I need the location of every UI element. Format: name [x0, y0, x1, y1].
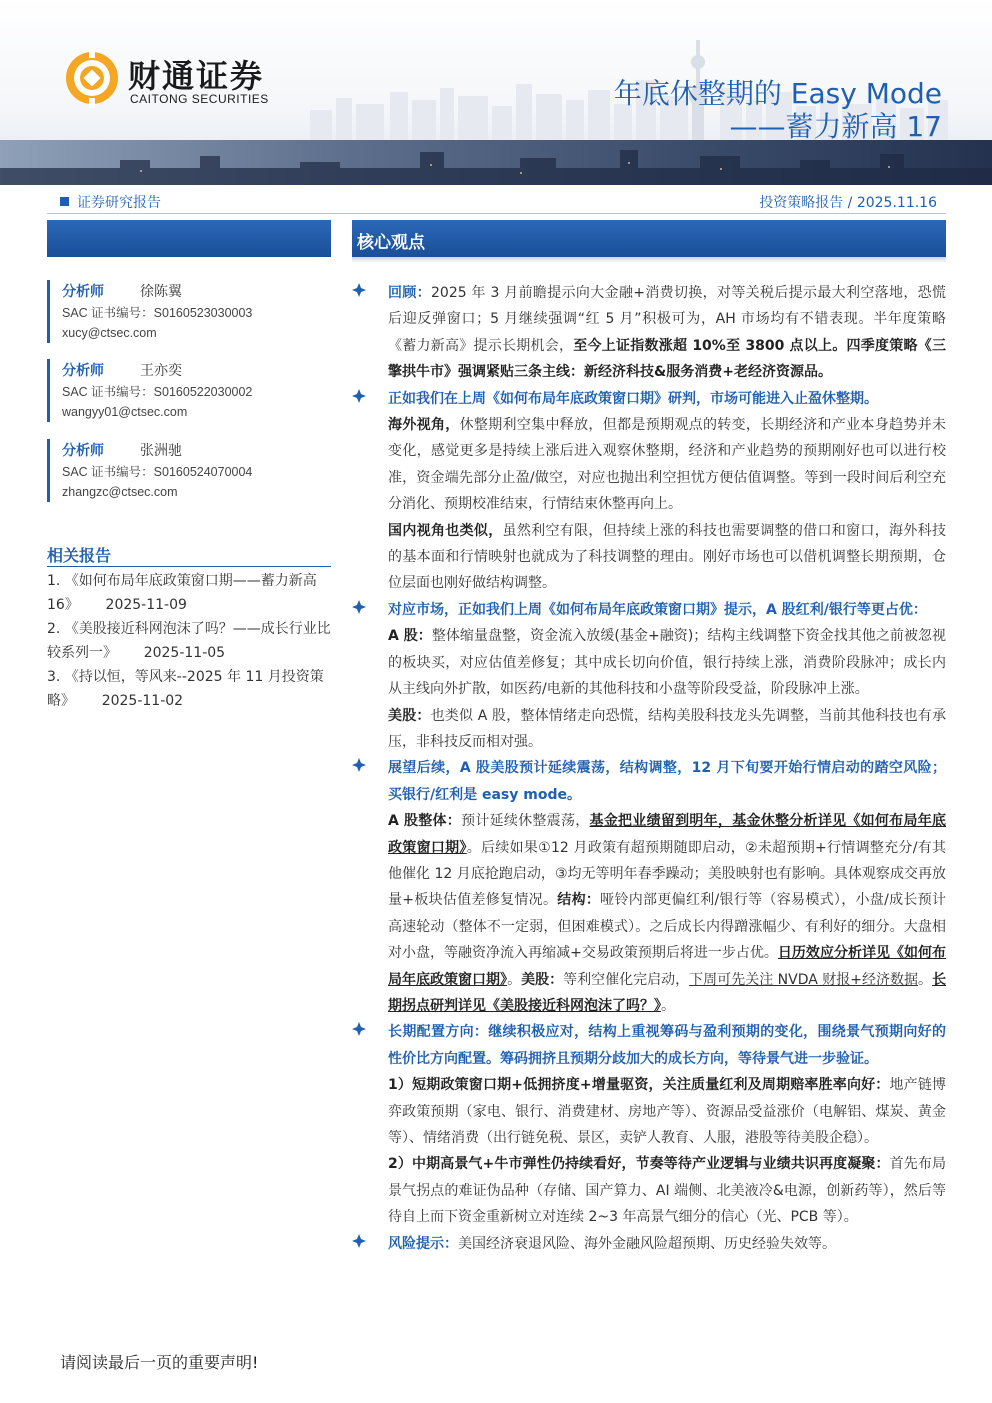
- bullet-heading: 展望后续，A 股美股预计延续震荡，结构调整，12 月下旬要开始行情启动的踏空风险；买银行/红利是 easy mode。: [388, 760, 946, 803]
- paragraph-link[interactable]: 日历效应分析详见《如何布局年底政策窗口期》: [388, 945, 946, 988]
- paragraph-text: 整体缩量盘整，资金流入放缓(基金+融资)；结构主线调整下资金找其他之前被忽视的板块买，对应估值差修复；其中成长切向价值，银行持续上涨，消费阶段脉冲；成长内从主线向外扩散，如医药/电新的其他科技和小盘等阶段受益，阶段脉冲上涨。: [388, 628, 946, 698]
- list-item[interactable]: [47, 617, 337, 665]
- paragraph-text: 2025 年 3 月前瞻提示向大金融+消费切换，对等关税后提示最大利空落地，恐慌后迎反弹窗口；5 月继续强调“红 5 月”积极可为，AH 市场均有不错表现。半年度策略《蓄力新高》提示长期机会，: [388, 285, 947, 354]
- paragraph-text: 美国经济衰退风险、海外金融风险超预期、历史经验失效等。: [458, 1235, 836, 1252]
- paragraph-bold: 美股：: [521, 971, 564, 988]
- paragraph-text: 。后续如果①12 月政策有超预期随即启动，②未超预期+行情调整充分/有其他催化 12 月底抢跑启动，③均无等明年春季躁动；美股映射也有影响。具体观察成交再放量+板块估值差修复情况。: [388, 839, 947, 909]
- related-report-title: 3. 《持以恒，等风来--2025 年 11 月投资策略》: [47, 669, 324, 709]
- analyst-sac: SAC 证书编号：S0160522030002: [62, 385, 253, 399]
- bullet-risk: [352, 1231, 946, 1257]
- analyst-email[interactable]: xucy@ctsec.com: [62, 326, 157, 340]
- diamond-bullet-icon: [352, 600, 366, 614]
- related-reports-list: [47, 569, 337, 713]
- divider: [47, 566, 331, 567]
- paragraph-text: 虽然利空有限，但持续上涨的科技也需要调整的借口和窗口，海外科技的基本面和行情映射也就成为了科技调整的理由。刚好市场也可以借机调整长期预期，仓位层面也刚好做结构调整。: [388, 522, 947, 592]
- paragraph-bold: 2）中期高景气+牛市弹性仍持续看好，节奏等待产业逻辑与业绩共识再度凝聚：: [388, 1156, 890, 1173]
- diamond-bullet-icon: [352, 389, 366, 403]
- analyst-card: [47, 439, 331, 502]
- paragraph-text: 哑铃内部更偏红利/银行等（容易模式），小盘/成长预计高速轮动（整体不一定弱，但困难模式）。之后成长内得蹭涨幅少、有利好的细分。大盘相对小盘，等融资净流入再缩减+交易政策预期后将进一步占优。: [388, 892, 946, 962]
- analyst-name: 王亦奕: [140, 363, 182, 379]
- related-report-date: 2025-11-02: [101, 693, 184, 709]
- paragraph-link[interactable]: 下周可先关注 NVDA 财报+经济数据: [689, 971, 919, 988]
- bullet-label: 回顾：: [388, 285, 432, 301]
- analyst-role: 分析师: [62, 443, 104, 459]
- paragraph-bold: 结构：: [557, 892, 601, 909]
- bullet-label: 风险提示：: [388, 1235, 458, 1252]
- bullet-heading: 长期配置方向：继续积极应对，结构上重视筹码与盈利预期的变化，围绕景气预期向好的性价比方向配置。筹码拥挤且预期分歧加大的成长方向，等待景气进一步验证。: [388, 1024, 946, 1067]
- diamond-bullet-icon: [352, 283, 366, 297]
- analyst-card: [47, 280, 331, 343]
- square-bullet-icon: [60, 197, 69, 206]
- analyst-name: 徐陈翼: [140, 284, 182, 300]
- analyst-sac: SAC 证书编号：S0160524070004: [62, 465, 253, 479]
- paragraph-text: 首先布局景气拐点的难证伪品种（存储、国产算力、AI 端侧、北美液冷&电源，创新药等），然后等待自上而下资金重新树立对连续 2~3 年高景气细分的信心（光、PCB 等）。: [388, 1156, 946, 1226]
- related-report-date: 2025-11-09: [105, 597, 187, 613]
- diamond-bullet-icon: [352, 1234, 366, 1248]
- paragraph-text: 。: [507, 971, 522, 988]
- bullet-heading: 对应市场，正如我们上周《如何布局年底政策窗口期》提示，A 股红利/银行等更占优：: [388, 601, 927, 618]
- core-view-title: 核心观点: [357, 233, 425, 253]
- paragraph-link[interactable]: 长期拐点研判详见《美股接近科网泡沫了吗？》: [388, 971, 947, 1014]
- city-strip: [0, 140, 992, 185]
- diamond-bullet-icon: [352, 758, 366, 772]
- report-type-date: 投资策略报告 / 2025.11.16: [759, 195, 937, 211]
- paragraph-bold: 国内视角也类似，: [388, 522, 503, 539]
- bullet-review: [352, 280, 946, 386]
- report-category: [60, 192, 161, 212]
- logo-text-en: CAITONG SECURITIES: [130, 92, 269, 106]
- paragraph-bold: A 股整体：: [388, 813, 462, 830]
- paragraph-text: 等利空催化完启动，: [563, 971, 690, 988]
- related-reports-title: 相关报告: [47, 546, 112, 565]
- paragraph-bold: 美股：: [388, 707, 431, 724]
- logo-mark-icon: [62, 48, 122, 108]
- logo-text-cn: 财通证券: [128, 57, 265, 95]
- list-item[interactable]: [47, 569, 337, 617]
- paragraph-text: 。: [661, 997, 675, 1014]
- paragraph-text: 地产链博弈政策预期（家电、银行、消费建材、房地产等）、资源品受益涨价（电解铝、煤炭、黄金等）、情绪消费（出行链免税、景区，卖铲人教育、人服，港股等待美股企稳）。: [388, 1077, 947, 1146]
- paragraph-bold: 至今上证指数涨超 10%至 3800 点以上。四季度策略《三擎拱牛市》强调紧贴三条主线：新经济科技&服务消费+老经济资源品。: [388, 337, 946, 381]
- report-subtitle: ——蓄力新高 17: [729, 110, 942, 143]
- related-report-title: 2. 《美股接近科网泡沫了吗？——成长行业比较系列一》: [47, 621, 331, 661]
- related-report-date: 2025-11-05: [143, 645, 226, 661]
- paragraph-text: 预计延续休整震荡，: [461, 813, 590, 830]
- related-report-title: 1. 《如何布局年底政策窗口期——蓄力新高 16》: [47, 573, 317, 613]
- company-logo: [62, 45, 302, 115]
- paragraph-text: 也类似 A 股，整体情绪走向恐慌，结构美股科技龙头先调整，当前其他科技也有承压，非科技反而相对强。: [388, 707, 946, 750]
- core-view-content: [352, 280, 946, 1257]
- analyst-email[interactable]: zhangzc@ctsec.com: [62, 485, 178, 499]
- footer-disclaimer: 请阅读最后一页的重要声明!: [60, 1353, 259, 1372]
- analyst-sac: SAC 证书编号：S0160523030003: [62, 306, 253, 320]
- bullet-outlook: [352, 386, 946, 597]
- bullet-allocation: [352, 1019, 946, 1230]
- analyst-role: 分析师: [62, 363, 104, 379]
- bullet-heading: 正如我们在上周《如何布局年底政策窗口期》研判，市场可能进入止盈休整期。: [388, 390, 878, 407]
- paragraph-bold: 1）短期政策窗口期+低拥挤度+增量驱资，关注质量红利及周期赔率胜率向好：: [388, 1077, 890, 1094]
- analyst-role: 分析师: [62, 284, 104, 300]
- sidebar-header-bar: [47, 220, 331, 257]
- analyst-email[interactable]: wangyy01@ctsec.com: [62, 405, 188, 419]
- report-title: 年底休整期的 Easy Mode: [613, 77, 942, 110]
- paragraph-link[interactable]: 基金把业绩留到明年，基金休整分析详见《如何布局年底政策窗口期》: [388, 813, 946, 856]
- list-item[interactable]: [47, 665, 337, 713]
- paragraph-text: 。: [918, 971, 933, 988]
- analyst-name: 张洲驰: [140, 443, 182, 459]
- divider: [47, 213, 946, 214]
- core-view-header: [352, 220, 946, 257]
- paragraph-bold: A 股：: [388, 628, 432, 645]
- bullet-forecast: [352, 755, 946, 1019]
- analyst-card: [47, 359, 331, 422]
- paragraph-text: 休整期利空集中释放，但都是预期观点的转变，长期经济和产业本身趋势并未变化，感觉更多是持续上涨后进入观察休整期，经济和产业趋势的预期刚好也可以进行校准，资金端先部分止盈/做空，对应也抛出利空担忧方便估值调整。等到一段时间后利空充分消化、预期校准结束，行情结束休整再向上。: [388, 417, 947, 513]
- report-category-label: 证券研究报告: [77, 195, 161, 211]
- bullet-market: [352, 597, 946, 755]
- header-shadow: [352, 257, 946, 263]
- diamond-bullet-icon: [352, 1022, 366, 1036]
- paragraph-bold: 海外视角，: [388, 417, 460, 434]
